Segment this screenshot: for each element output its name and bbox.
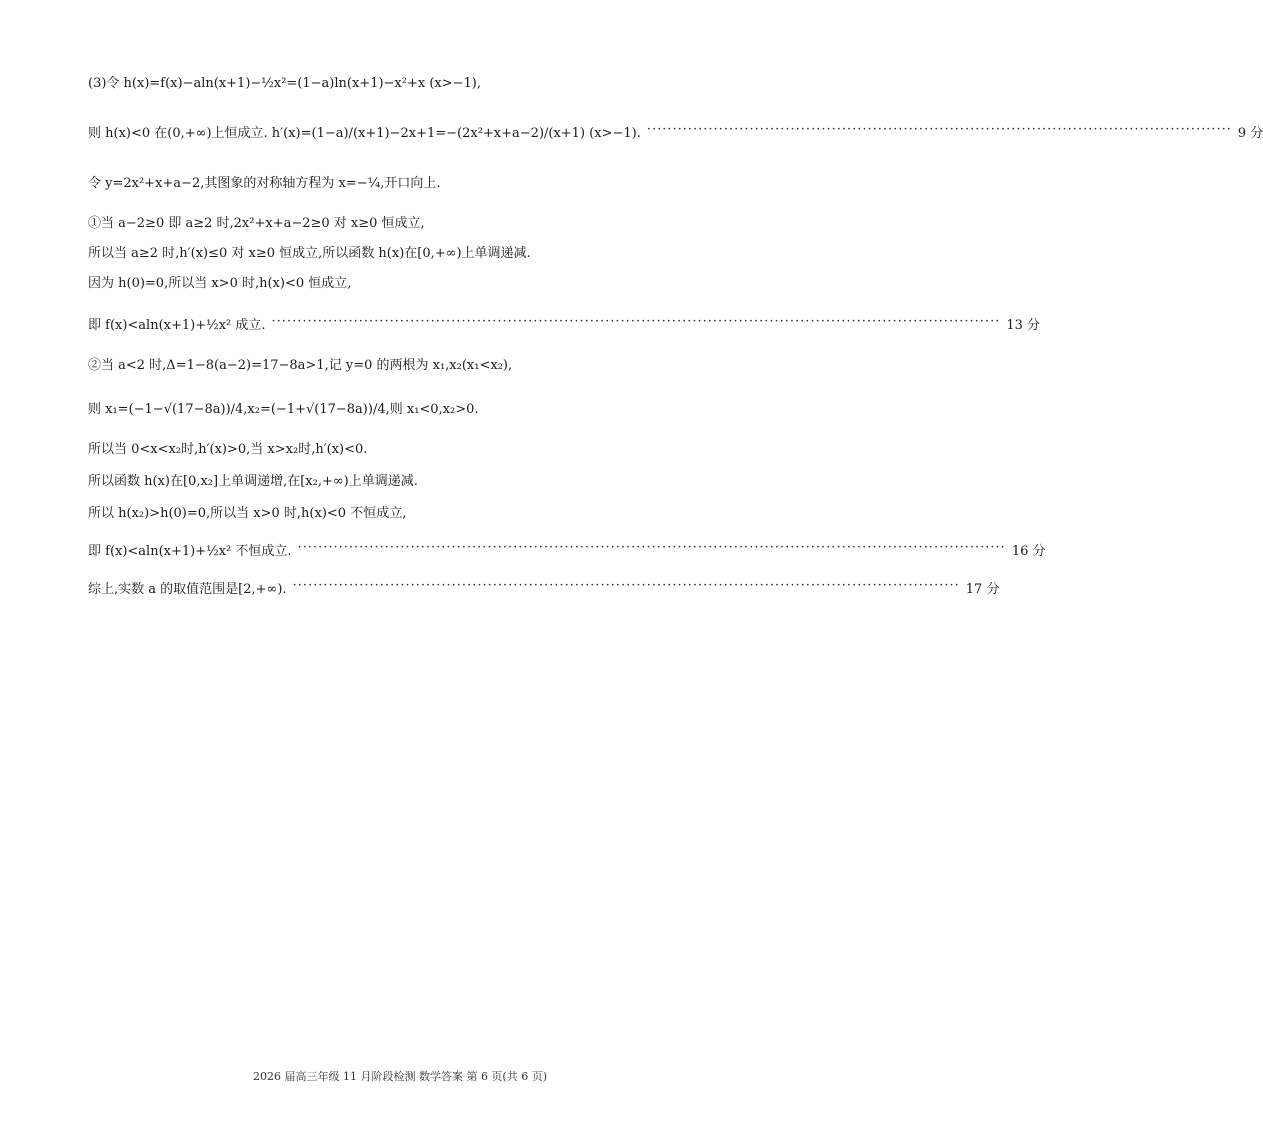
line-6 bbox=[88, 272, 736, 291]
line-text: 所以函数 h(x)在[0,x₂]上单调递增,在[x₂,+∞)上单调递减. bbox=[88, 474, 418, 489]
line-2 bbox=[88, 121, 1263, 141]
line-4 bbox=[88, 212, 736, 231]
line-text: 综上,实数 a 的取值范围是[2,+∞). bbox=[88, 582, 287, 597]
line-5 bbox=[88, 242, 736, 261]
line-text: ②当 a<2 时,Δ=1−8(a−2)=17−8a>1,记 y=0 的两根为 x₁,x₂(x₁<x₂), bbox=[88, 358, 513, 373]
line-14 bbox=[88, 577, 1000, 597]
line-1 bbox=[88, 72, 736, 91]
score-mark: 16 分 bbox=[1011, 544, 1046, 559]
leader-dots: ·········································································································································· bbox=[297, 539, 1006, 555]
line-text: 则 x₁=(−1−√(17−8a))/4,x₂=(−1+√(17−8a))/4,则 x₁<0,x₂>0. bbox=[88, 402, 479, 417]
line-text: 令 y=2x²+x+a−2,其图象的对称轴方程为 x=−¼,开口向上. bbox=[88, 176, 441, 191]
line-11 bbox=[88, 470, 736, 489]
line-text: 所以 h(x₂)>h(0)=0,所以当 x>0 时,h(x)<0 不恒成立, bbox=[88, 506, 407, 521]
line-7 bbox=[88, 313, 1041, 333]
line-text: ①当 a−2≥0 即 a≥2 时,2x²+x+a−2≥0 对 x≥0 恒成立, bbox=[88, 216, 425, 231]
line-text: 因为 h(0)=0,所以当 x>0 时,h(x)<0 恒成立, bbox=[88, 276, 352, 291]
line-text: 所以当 a≥2 时,h′(x)≤0 对 x≥0 恒成立,所以函数 h(x)在[0,+∞)上单调递减. bbox=[88, 246, 531, 261]
score-mark: 13 分 bbox=[1006, 318, 1041, 333]
leader-dots: ·················································································································· bbox=[646, 121, 1232, 137]
line-text: 所以当 0<x<x₂时,h′(x)>0,当 x>x₂时,h′(x)<0. bbox=[88, 442, 368, 457]
line-text: 即 f(x)<aln(x+1)+½x² 不恒成立. bbox=[88, 544, 292, 559]
line-text: 则 h(x)<0 在(0,+∞)上恒成立. h′(x)=(1−a)/(x+1)−2x+1=−(2x²+x+a−2)/(x+1) (x>−1). bbox=[88, 126, 641, 141]
leader-dots: ·············································································································································· bbox=[271, 313, 1001, 329]
line-8 bbox=[88, 354, 736, 373]
line-12 bbox=[88, 502, 736, 521]
line-text: 即 f(x)<aln(x+1)+½x² 成立. bbox=[88, 318, 266, 333]
line-13 bbox=[88, 539, 1046, 559]
line-9 bbox=[88, 398, 736, 417]
score-mark: 9 分 bbox=[1237, 126, 1263, 141]
line-text: (3)令 h(x)=f(x)−aln(x+1)−½x²=(1−a)ln(x+1)−x²+x (x>−1), bbox=[88, 76, 481, 91]
page-footer: 2026 届高三年级 11 月阶段检测 数学答案 第 6 页(共 6 页) bbox=[252, 1070, 548, 1083]
line-10 bbox=[88, 438, 736, 457]
leader-dots: ·································································································································· bbox=[292, 577, 960, 593]
score-mark: 17 分 bbox=[965, 582, 1000, 597]
line-3 bbox=[88, 172, 736, 191]
